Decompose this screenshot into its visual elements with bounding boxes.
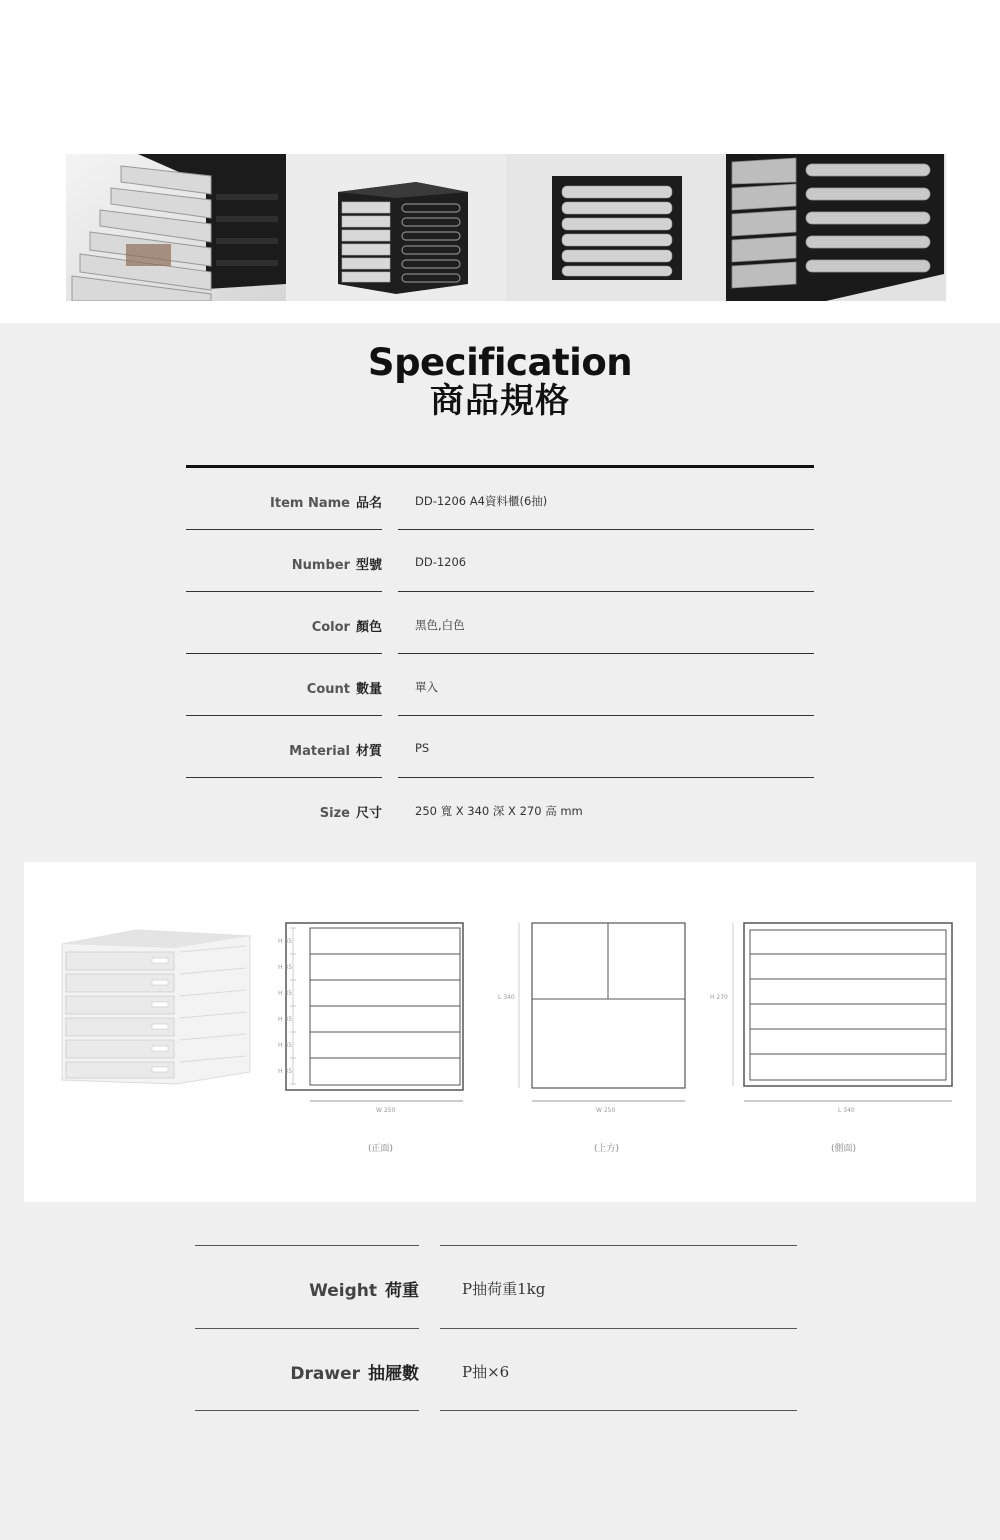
- divider: [440, 1245, 797, 1246]
- spec-value: DD-1206 A4資料櫃(6抽): [415, 494, 548, 508]
- spec-label-zh: 材質: [355, 744, 382, 759]
- extra-value: P抽×6: [462, 1363, 510, 1381]
- spec-row-material: [186, 716, 814, 778]
- photo-open-drawers: [66, 154, 286, 301]
- top-view-caption: (上方): [594, 1144, 620, 1154]
- extra-label-en: Drawer: [290, 1364, 360, 1384]
- front-view: [286, 923, 463, 1101]
- spec-label-en: Color: [311, 620, 350, 635]
- spec-label-zh: 尺寸: [355, 806, 382, 821]
- top-view: [519, 923, 685, 1101]
- spec-label-zh: 顏色: [355, 620, 382, 635]
- extra-row-weight: [195, 1245, 797, 1328]
- dimension-diagram: [24, 862, 976, 1202]
- drawer-cabinet-closeup-photo-icon: [726, 154, 946, 301]
- divider: [195, 1245, 419, 1246]
- side-view: [733, 923, 952, 1101]
- spec-value: 黑色,白色: [415, 618, 465, 632]
- spec-row-size: [186, 778, 814, 840]
- spec-row-count: [186, 654, 814, 716]
- spec-label: [292, 554, 382, 573]
- drawer-cabinet-front-photo-icon: [506, 154, 726, 301]
- spec-label-en: Size: [319, 806, 350, 821]
- photo-angle-view: [286, 154, 506, 301]
- drawer-cabinet-open-photo-icon: [66, 154, 286, 301]
- divider: [440, 1410, 797, 1411]
- spec-label: [320, 802, 382, 821]
- spec-label-en: Count: [306, 682, 350, 697]
- spec-value: DD-1206: [415, 555, 467, 569]
- dim-label: H 35: [278, 964, 293, 971]
- side-view-caption: (側面): [831, 1144, 857, 1154]
- spec-label: [270, 492, 382, 511]
- spec-value: 250 寬 X 340 深 X 270 高 mm: [415, 804, 583, 818]
- spec-label-en: Material: [289, 744, 350, 759]
- dim-label: H 35: [278, 938, 293, 945]
- extra-label: [309, 1276, 419, 1301]
- white-cabinet-illustration: [62, 930, 250, 1084]
- dim-label: H 270: [710, 994, 728, 1001]
- spec-value: PS: [415, 741, 430, 755]
- drawer-cabinet-angle-photo-icon: [286, 154, 506, 301]
- spec-value: 單入: [415, 680, 438, 694]
- dim-label: L 340: [838, 1107, 855, 1114]
- spec-label-zh: 型號: [355, 558, 382, 573]
- dim-label: H 35: [278, 990, 293, 997]
- spec-label: [289, 740, 382, 759]
- dim-label: H 35: [278, 1068, 293, 1075]
- divider: [440, 1328, 797, 1329]
- dim-label: H 35: [278, 1016, 293, 1023]
- extra-row-drawer: [195, 1328, 797, 1411]
- page-title: Specification: [367, 341, 633, 384]
- photo-closeup: [726, 154, 946, 301]
- divider: [195, 1328, 419, 1329]
- spec-row-number: [186, 530, 814, 592]
- dim-label: H 35: [278, 1042, 293, 1049]
- spec-label-zh: 數量: [355, 682, 382, 697]
- photo-strip: [66, 154, 946, 301]
- front-height-labels: [278, 938, 395, 1114]
- spec-label-en: Item Name: [270, 496, 350, 511]
- spec-label: [312, 616, 382, 635]
- dim-label: W 250: [376, 1107, 396, 1114]
- extra-label-en: Weight: [309, 1281, 377, 1301]
- extra-label: [290, 1359, 419, 1384]
- extra-label-zh: 荷重: [385, 1281, 419, 1301]
- extra-value: P抽荷重1kg: [462, 1280, 546, 1298]
- spec-row-color: [186, 592, 814, 654]
- extra-label-zh: 抽屜數: [368, 1364, 419, 1384]
- front-view-caption: (正面): [368, 1144, 394, 1154]
- spec-row-item-name: [186, 468, 814, 530]
- spec-table: [186, 465, 814, 840]
- dim-label: L 340: [498, 994, 515, 1001]
- extra-spec-table: [195, 1245, 797, 1411]
- spec-label: [307, 678, 382, 697]
- dim-label: W 250: [596, 1107, 616, 1114]
- spec-label-zh: 品名: [355, 496, 382, 511]
- photo-front-view: [506, 154, 726, 301]
- page-subtitle: 商品規格: [430, 381, 570, 421]
- divider: [195, 1410, 419, 1411]
- spec-label-en: Number: [291, 558, 350, 573]
